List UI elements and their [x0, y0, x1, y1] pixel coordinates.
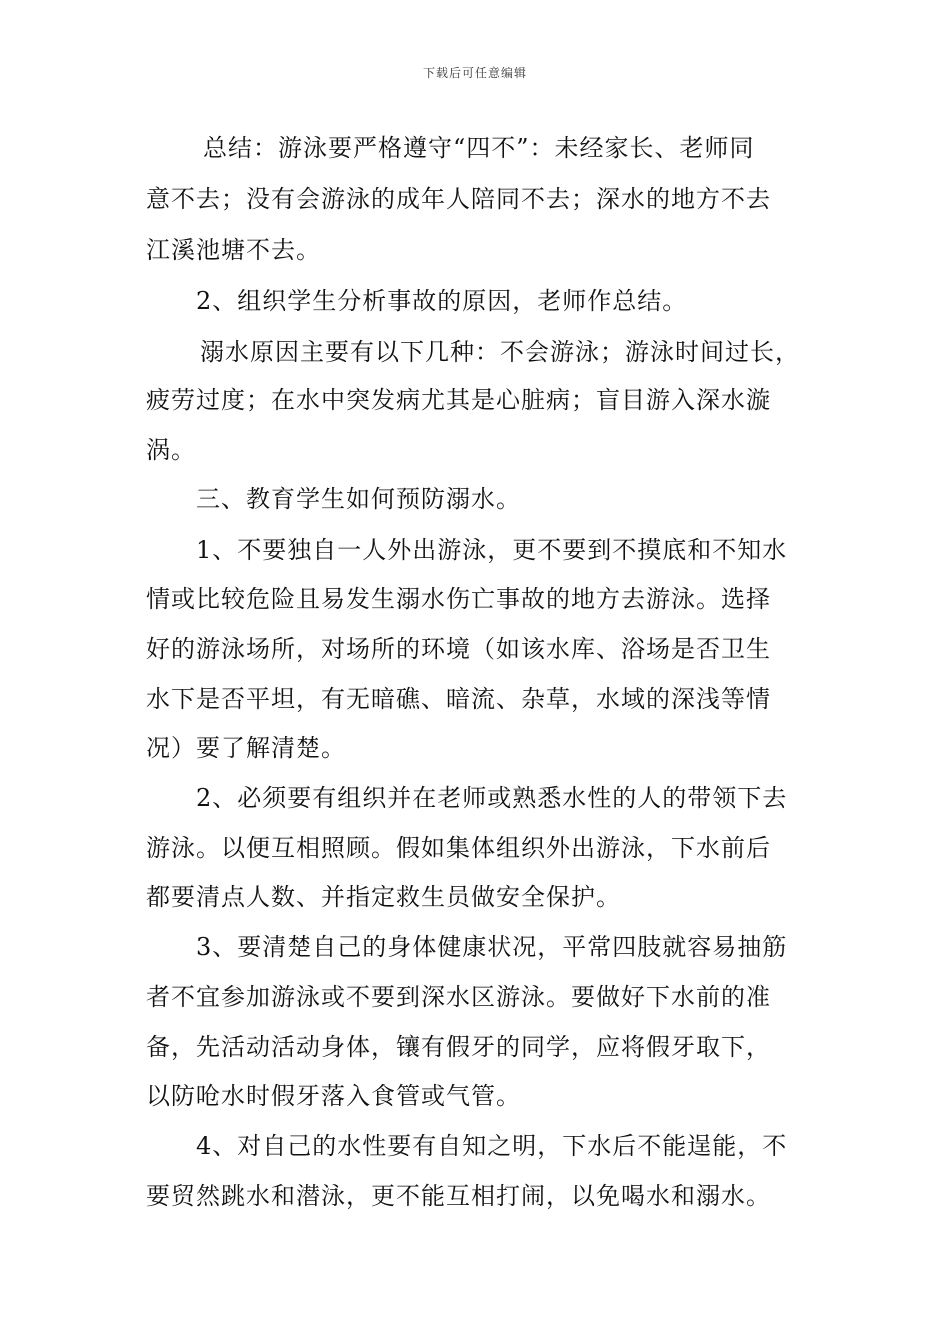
text-line: 疲劳过度；在水中突发病尤其是心脏病；盲目游入深水漩	[146, 386, 771, 414]
text-line: 1、不要独自一人外出游泳，更不要到不摸底和不知水	[196, 536, 788, 564]
text-line: 备，先活动活动身体，镶有假牙的同学，应将假牙取下，	[146, 1033, 771, 1061]
page-header: 下载后可任意编辑	[422, 66, 527, 80]
text-line: 况）要了解清楚。	[146, 734, 346, 762]
text-line: 2、组织学生分析事故的原因，老师作总结。	[196, 287, 688, 315]
text-line: 者不宜参加游泳或不要到深水区游泳。要做好下水前的准	[146, 983, 771, 1011]
text-line: 好的游泳场所，对场所的环境（如该水库、浴场是否卫生	[146, 635, 771, 663]
text-line: 都要清点人数、并指定救生员做安全保护。	[146, 883, 621, 911]
text-line: 江溪池塘不去。	[146, 236, 321, 264]
text-line: 涡。	[146, 436, 196, 464]
text-line: 游泳。以便互相照顾。假如集体组织外出游泳，下水前后	[146, 834, 771, 862]
text-line: 以防呛水时假牙落入食管或气管。	[146, 1082, 521, 1110]
text-line: 2、必须要有组织并在老师或熟悉水性的人的带领下去	[196, 784, 788, 812]
text-line: 总结：游泳要严格遵守“四不”：未经家长、老师同	[203, 134, 755, 162]
text-line: 溺水原因主要有以下几种：不会游泳；游泳时间过长，	[200, 338, 800, 366]
text-line: 3、要清楚自己的身体健康状况，平常四肢就容易抽筋	[196, 933, 788, 961]
text-line: 要贸然跳水和潜泳，更不能互相打闹，以免喝水和溺水。	[146, 1182, 771, 1210]
text-line: 三、教育学生如何预防溺水。	[196, 485, 521, 513]
text-line: 4、对自己的水性要有自知之明，下水后不能逞能，不	[196, 1132, 788, 1160]
text-line: 意不去；没有会游泳的成年人陪同不去；深水的地方不去	[146, 185, 771, 213]
text-line: 情或比较危险且易发生溺水伤亡事故的地方去游泳。选择	[146, 585, 771, 613]
text-line: 水下是否平坦，有无暗礁、暗流、杂草，水域的深浅等情	[146, 685, 771, 713]
